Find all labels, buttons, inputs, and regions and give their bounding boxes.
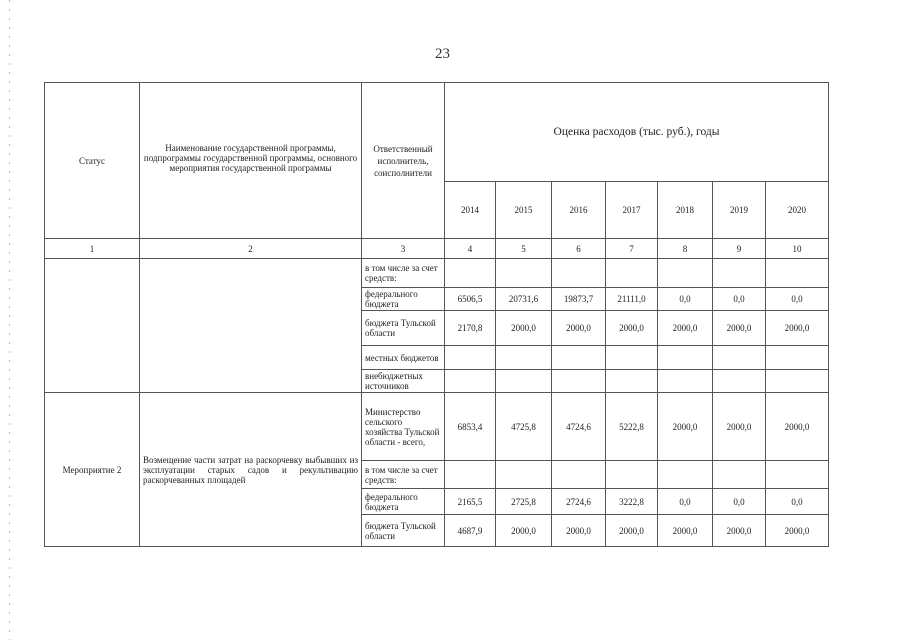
status-cell-empty — [45, 259, 140, 393]
value-cell — [606, 346, 658, 370]
value-cell — [766, 259, 829, 288]
column-number: 10 — [766, 239, 829, 259]
year-cell: 2014 — [445, 182, 496, 239]
value-cell: 4725,8 — [496, 393, 552, 461]
source-cell: внебюджетных источников — [362, 370, 445, 393]
year-cell: 2018 — [658, 182, 713, 239]
source-cell: федерального бюджета — [362, 288, 445, 311]
value-cell — [606, 370, 658, 393]
value-cell: 20731,6 — [496, 288, 552, 311]
value-cell: 21111,0 — [606, 288, 658, 311]
source-cell: местных бюджетов — [362, 346, 445, 370]
value-cell — [445, 346, 496, 370]
value-cell: 0,0 — [713, 288, 766, 311]
value-cell: 0,0 — [658, 489, 713, 515]
value-cell: 0,0 — [713, 489, 766, 515]
value-cell: 2000,0 — [496, 311, 552, 346]
value-cell: 2000,0 — [658, 311, 713, 346]
value-cell: 0,0 — [658, 288, 713, 311]
value-cell — [496, 370, 552, 393]
value-cell: 2724,6 — [552, 489, 606, 515]
value-cell: 6506,5 — [445, 288, 496, 311]
value-cell — [658, 461, 713, 489]
value-cell: 19873,7 — [552, 288, 606, 311]
value-cell — [552, 461, 606, 489]
value-cell: 0,0 — [766, 288, 829, 311]
value-cell: 2725,8 — [496, 489, 552, 515]
value-cell: 2000,0 — [552, 311, 606, 346]
value-cell — [496, 259, 552, 288]
column-number: 3 — [362, 239, 445, 259]
year-cell: 2020 — [766, 182, 829, 239]
value-cell: 2000,0 — [766, 515, 829, 547]
value-cell: 2000,0 — [713, 393, 766, 461]
value-cell: 2000,0 — [606, 311, 658, 346]
value-cell — [713, 461, 766, 489]
table-row — [45, 393, 829, 461]
value-cell: 2000,0 — [713, 311, 766, 346]
source-cell: федерального бюджета — [362, 489, 445, 515]
value-cell: 2000,0 — [713, 515, 766, 547]
table-row — [45, 259, 829, 288]
value-cell: 2000,0 — [658, 515, 713, 547]
column-number: 2 — [140, 239, 362, 259]
value-cell: 2000,0 — [766, 393, 829, 461]
value-cell — [496, 461, 552, 489]
value-cell — [606, 461, 658, 489]
source-cell: Министерство сельского хозяйства Тульской области - всего, — [362, 393, 445, 461]
value-cell: 0,0 — [766, 489, 829, 515]
value-cell: 2170,8 — [445, 311, 496, 346]
value-cell — [766, 370, 829, 393]
column-numbers-row — [45, 239, 829, 259]
source-cell: бюджета Тульской области — [362, 311, 445, 346]
value-cell — [496, 346, 552, 370]
column-number: 8 — [658, 239, 713, 259]
value-cell — [713, 370, 766, 393]
column-number: 4 — [445, 239, 496, 259]
value-cell: 2000,0 — [766, 311, 829, 346]
status-cell: Мероприятие 2 — [45, 393, 140, 547]
value-cell — [658, 346, 713, 370]
value-cell — [713, 346, 766, 370]
header-row-1 — [45, 83, 829, 182]
value-cell: 3222,8 — [606, 489, 658, 515]
value-cell — [445, 259, 496, 288]
description-cell: Возмещение части затрат на раскорчевку выбывших из эксплуатации старых садов и рекультивацию раскорчеванных площадей — [140, 393, 362, 547]
value-cell: 2000,0 — [658, 393, 713, 461]
column-number: 6 — [552, 239, 606, 259]
value-cell — [766, 346, 829, 370]
value-cell — [766, 461, 829, 489]
source-cell: в том числе за счет средств: — [362, 461, 445, 489]
year-cell: 2017 — [606, 182, 658, 239]
value-cell: 4687,9 — [445, 515, 496, 547]
value-cell — [552, 346, 606, 370]
column-number: 7 — [606, 239, 658, 259]
value-cell: 6853,4 — [445, 393, 496, 461]
header-costs: Оценка расходов (тыс. руб.), годы — [445, 83, 829, 182]
value-cell: 2000,0 — [606, 515, 658, 547]
value-cell — [606, 259, 658, 288]
value-cell — [552, 370, 606, 393]
value-cell: 2000,0 — [496, 515, 552, 547]
header-status: Статус — [45, 83, 140, 239]
value-cell: 4724,6 — [552, 393, 606, 461]
value-cell: 2165,5 — [445, 489, 496, 515]
margin-dots — [9, 0, 10, 640]
value-cell — [552, 259, 606, 288]
page-number: 23 — [435, 46, 450, 62]
column-number: 9 — [713, 239, 766, 259]
year-cell: 2016 — [552, 182, 606, 239]
value-cell — [445, 370, 496, 393]
header-responsible: Ответственный исполнитель, соисполнители — [362, 83, 445, 239]
value-cell — [658, 259, 713, 288]
source-cell: бюджета Тульской области — [362, 515, 445, 547]
header-name: Наименование государственной программы, подпрограммы государственной программы, основного мероприятия государственной программы — [140, 83, 362, 239]
value-cell: 2000,0 — [552, 515, 606, 547]
year-cell: 2015 — [496, 182, 552, 239]
column-number: 5 — [496, 239, 552, 259]
value-cell — [445, 461, 496, 489]
value-cell — [658, 370, 713, 393]
column-number: 1 — [45, 239, 140, 259]
value-cell: 5222,8 — [606, 393, 658, 461]
source-cell: в том числе за счет средств: — [362, 259, 445, 288]
description-cell-empty — [140, 259, 362, 393]
year-cell: 2019 — [713, 182, 766, 239]
value-cell — [713, 259, 766, 288]
budget-table — [44, 82, 829, 547]
